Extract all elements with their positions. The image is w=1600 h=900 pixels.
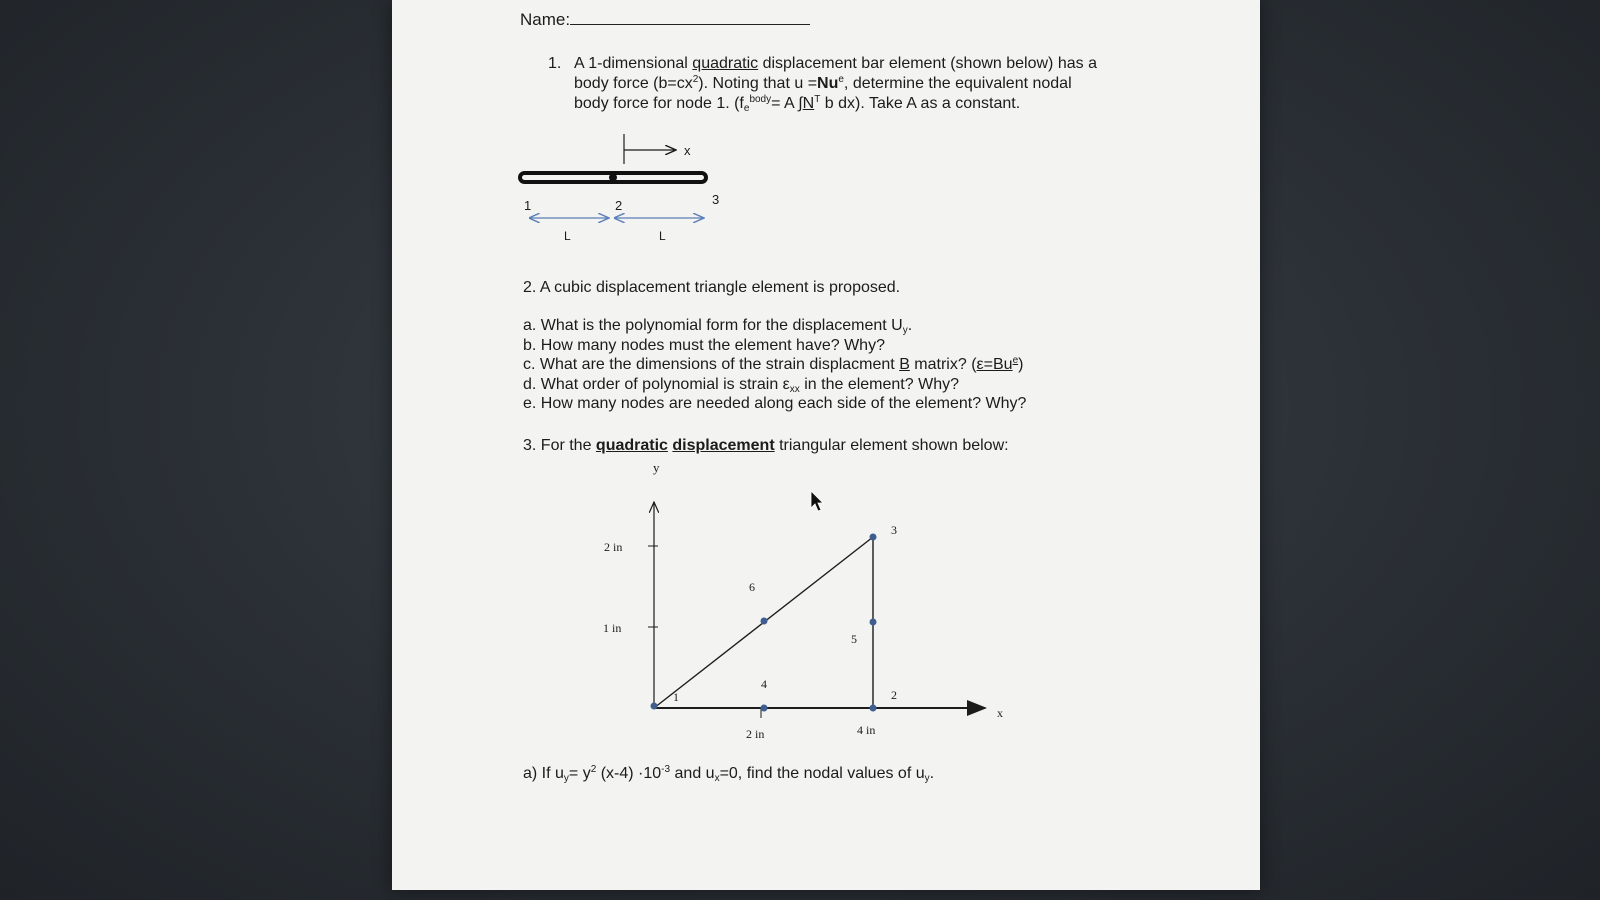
q2a-sub: y <box>902 325 908 336</box>
x-tick-label-4: 4 in <box>857 723 876 737</box>
x-axis-label: x <box>997 706 1003 720</box>
q2c-sup: e <box>1012 355 1019 367</box>
question-1-line-3 <box>574 94 1188 114</box>
q1-l2-pre: body force (b=cx <box>574 75 693 92</box>
question-1 <box>548 54 1188 114</box>
question-2: 2. A cubic displacement triangle element is proposed. <box>523 279 901 296</box>
q2d-post: in the element? Why? <box>799 375 959 393</box>
q1-l3-pre: body force for node 1. (f <box>574 95 744 112</box>
q2-part-d <box>523 375 1243 395</box>
triangle-element-figure <box>587 450 1027 755</box>
name-label: Name: <box>520 10 571 29</box>
q2c-post: ) <box>1018 356 1024 374</box>
q1-l2-mid: ). Noting that u = <box>698 75 818 92</box>
q3-bold-1: quadratic <box>595 437 668 454</box>
q2-part-a <box>523 316 1243 336</box>
qa-post: =0, find the nodal values of u <box>719 765 925 782</box>
triangle-node-6 <box>761 618 768 625</box>
triangle-node-2-label: 2 <box>891 688 897 702</box>
triangle-node-2 <box>870 705 877 712</box>
q1-l3-sub: e <box>743 103 750 114</box>
qa-sub-1: y <box>563 773 569 784</box>
question-3-part-a <box>523 764 1223 784</box>
q1-l3-sup2: T <box>814 94 821 105</box>
triangle-node-4 <box>761 705 768 712</box>
q2-part-e: e. How many nodes are needed along each side of the element? Why? <box>523 395 1027 413</box>
qa-sup-1: 2 <box>590 764 597 775</box>
triangle-node-1-label: 1 <box>673 690 679 704</box>
q2d-sub: xx <box>789 383 800 395</box>
bar-node-3-label: 3 <box>712 192 720 207</box>
qa-mid-2: (x-4) ·10 <box>596 765 662 782</box>
question-2-subparts <box>523 316 1243 414</box>
qa-mid-1: = y <box>568 765 591 782</box>
q2c-underlined: B <box>899 356 910 374</box>
q3-pre: 3. For the <box>523 437 596 454</box>
bar-node-2-marker <box>609 174 617 182</box>
q1-l2-sup: 2 <box>692 74 699 85</box>
y-axis-label: y <box>653 460 660 475</box>
q2c-underlined-2: ε=Bu <box>976 356 1013 374</box>
x-tick-label-2: 2 in <box>746 727 765 741</box>
length-label-1: L <box>564 229 571 243</box>
q2c-mid: matrix? ( <box>909 356 977 374</box>
q1-l2-sup2: e <box>838 74 844 85</box>
q1-l1-post: displacement bar element (shown below) has a <box>758 55 1097 72</box>
name-blank-line <box>570 10 810 25</box>
triangle-node-5-label: 5 <box>851 632 857 646</box>
q1-l3-underlined: N <box>802 95 815 112</box>
q2a-pre: a. What is the polynomial form for the displacement U <box>523 317 903 334</box>
q2c-pre: c. What are the dimensions of the strain displacment <box>523 356 900 374</box>
q3-post: triangular element shown below: <box>774 437 1009 454</box>
q1-l3-sup: body <box>749 94 772 105</box>
q1-l3-post: b dx). Take A as a constant. <box>820 95 1021 112</box>
worksheet-page <box>392 0 1260 890</box>
triangle-node-6-label: 6 <box>749 580 755 594</box>
bar-node-2-label: 2 <box>615 198 623 213</box>
q1-l2-post: , determine the equivalent nodal <box>843 75 1072 92</box>
q2-part-b: b. How many nodes must the element have? Why? <box>523 336 885 354</box>
q1-l3-mid: = A ∫ <box>771 95 803 112</box>
q1-l1-pre: A 1-dimensional <box>574 55 693 72</box>
q1-l1-underlined: quadratic <box>692 55 759 72</box>
q2-part-c <box>523 355 1243 375</box>
qa-sub-2: x <box>714 773 720 784</box>
question-1-line-2 <box>574 74 1188 94</box>
triangle-node-4-label: 4 <box>761 677 767 691</box>
name-field <box>520 10 810 30</box>
q2a-post: . <box>907 317 913 334</box>
qa-pre: a) If u <box>523 765 564 782</box>
qa-sup-2: -3 <box>661 764 671 775</box>
question-1-line-1 <box>574 54 1188 74</box>
bar-x-axis-label: x <box>684 143 691 158</box>
mouse-cursor-icon <box>810 490 826 514</box>
y-tick-label-1: 1 in <box>603 621 622 635</box>
triangle-node-5 <box>870 619 877 626</box>
q3-bold-2: displacement <box>672 437 775 454</box>
q1-l2-bold: Nu <box>817 75 839 92</box>
question-1-number: 1. <box>548 55 562 72</box>
triangle-node-1 <box>651 703 658 710</box>
length-label-2: L <box>659 229 666 243</box>
triangle-node-3-label: 3 <box>891 523 897 537</box>
question-1-text <box>574 54 1188 114</box>
q2d-pre: d. What order of polynomial is strain ε <box>523 375 790 393</box>
y-tick-label-2: 2 in <box>604 540 623 554</box>
qa-sub-3: y <box>924 773 930 784</box>
qa-mid-3: and u <box>670 765 715 782</box>
bar-node-1-label: 1 <box>524 198 532 213</box>
triangle-node-3 <box>870 534 877 541</box>
bar-element-figure <box>512 128 742 248</box>
qa-end: . <box>929 765 935 782</box>
x-axis-indicator <box>624 134 676 164</box>
